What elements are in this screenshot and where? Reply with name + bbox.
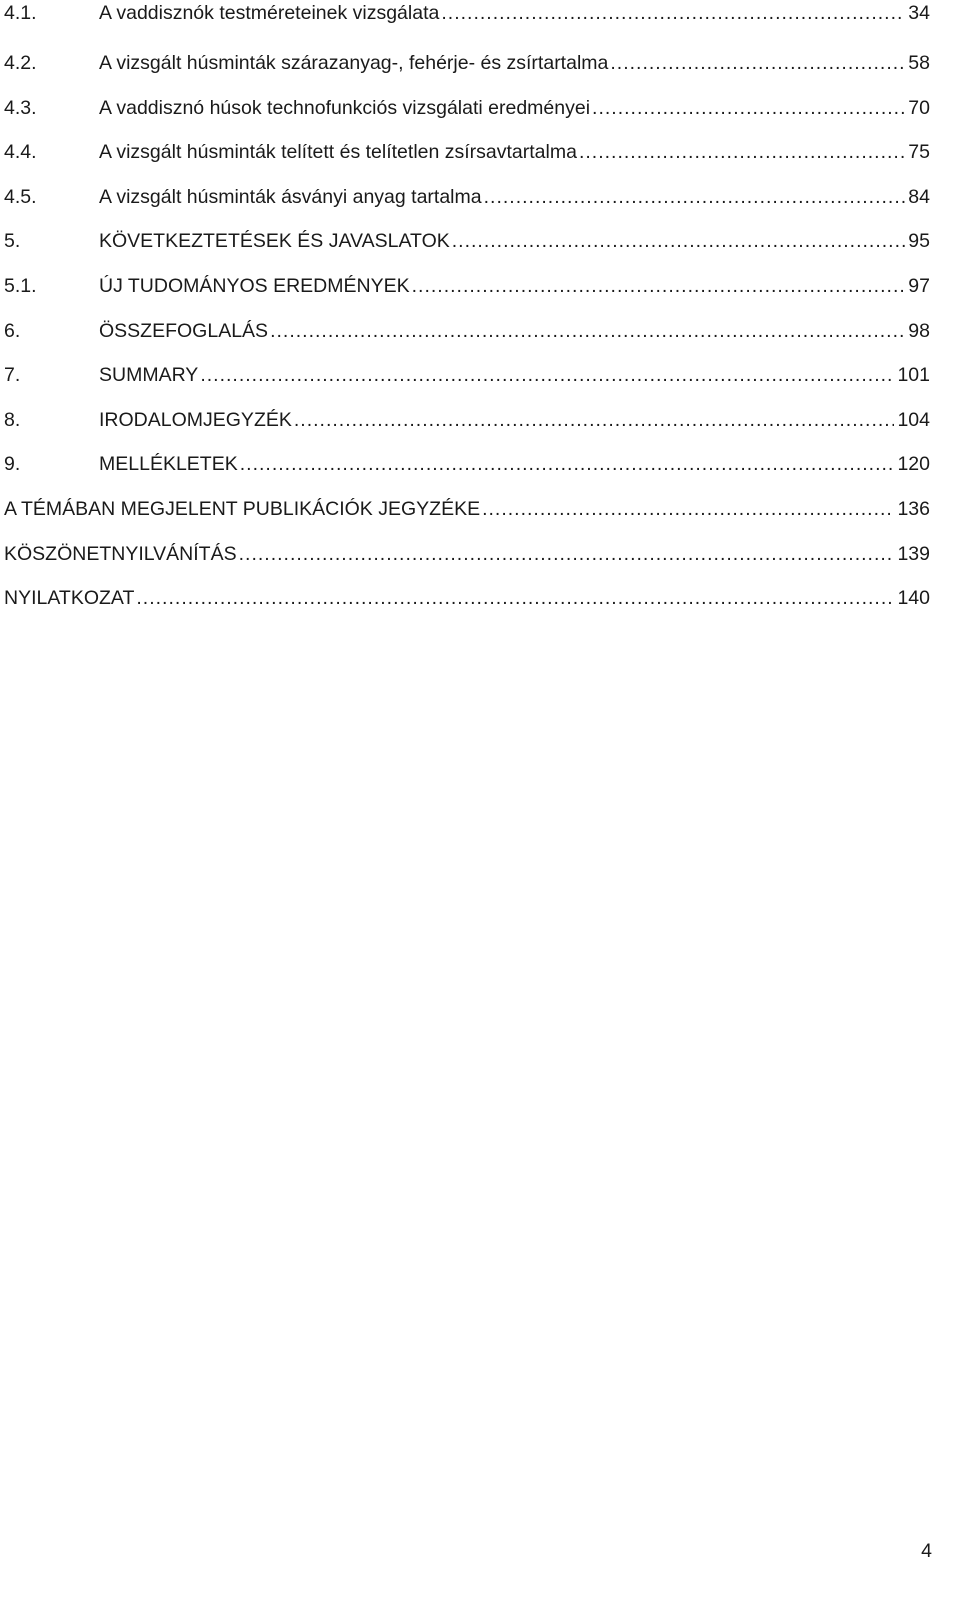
- toc-entry-page: 140: [897, 587, 930, 610]
- toc-entry-page: 97: [908, 274, 930, 297]
- toc-entry-page: 75: [908, 141, 930, 164]
- toc-entry-page: 98: [908, 319, 930, 342]
- dot-leader: [610, 41, 905, 86]
- toc-entry-publications[interactable]: [4, 487, 930, 532]
- toc-entry-5-1[interactable]: [4, 264, 930, 309]
- toc-entry-title: A vaddisznó húsok technofunkciós vizsgálati eredményei: [99, 96, 591, 119]
- toc-entry-page: 34: [908, 2, 930, 24]
- toc-entry-title: NYILATKOZAT: [4, 587, 135, 610]
- dot-leader: [452, 219, 906, 264]
- toc-entry-number: 9.: [4, 453, 21, 476]
- toc-entry-number: 4.4.: [4, 141, 37, 164]
- dot-leader: [484, 175, 906, 220]
- toc-entry-title: ÖSSZEFOGLALÁS: [99, 319, 269, 342]
- dot-leader: [412, 264, 906, 309]
- toc-entry-6[interactable]: [4, 309, 930, 354]
- toc-entry-page: 136: [897, 497, 930, 520]
- toc-entry-9[interactable]: [4, 442, 930, 487]
- toc-entry-page: 101: [897, 364, 930, 387]
- toc-entry-7[interactable]: [4, 353, 930, 398]
- toc-entry-acknowledgements[interactable]: [4, 532, 930, 577]
- toc-entry-title: SUMMARY: [99, 364, 199, 387]
- toc-entry-title: ÚJ TUDOMÁNYOS EREDMÉNYEK: [99, 274, 410, 297]
- toc-entry-page: 120: [897, 453, 930, 476]
- toc-entry-number: 7.: [4, 364, 21, 387]
- toc-entry-title: A TÉMÁBAN MEGJELENT PUBLIKÁCIÓK JEGYZÉKE: [4, 497, 481, 520]
- toc-entry-8[interactable]: [4, 398, 930, 443]
- toc-entry-4-2[interactable]: [4, 41, 930, 86]
- toc-entry-page: 58: [908, 52, 930, 74]
- page-number: 4: [921, 1540, 932, 1562]
- toc-entry-title: MELLÉKLETEK: [99, 453, 238, 476]
- dot-leader: [482, 487, 894, 532]
- dot-leader: [592, 86, 905, 131]
- toc-entry-number: 6.: [4, 319, 21, 342]
- dot-leader: [200, 353, 894, 398]
- toc-entry-number: 5.1.: [4, 274, 37, 297]
- toc-entry-number: 4.2.: [4, 52, 37, 74]
- dot-leader: [294, 398, 895, 443]
- toc-entry-4-5[interactable]: [4, 175, 930, 220]
- toc-entry-number: 8.: [4, 408, 21, 431]
- dot-leader: [579, 130, 905, 175]
- toc-entry-title: KÖVETKEZTETÉSEK ÉS JAVASLATOK: [99, 230, 450, 253]
- toc-entry-title: A vaddisznók testméreteinek vizsgálata: [99, 2, 440, 24]
- toc-entry-number: 4.5.: [4, 185, 37, 208]
- table-of-contents: [4, 0, 930, 621]
- toc-entry-title: IRODALOMJEGYZÉK: [99, 408, 292, 431]
- toc-entry-4-1[interactable]: [4, 0, 930, 41]
- toc-entry-4-3[interactable]: [4, 86, 930, 131]
- toc-entry-number: 4.3.: [4, 96, 37, 119]
- toc-entry-page: 139: [897, 542, 930, 565]
- toc-entry-number: 5.: [4, 230, 21, 253]
- toc-entry-page: 70: [908, 96, 930, 119]
- toc-entry-page: 95: [908, 230, 930, 253]
- dot-leader: [270, 309, 905, 354]
- dot-leader: [240, 442, 895, 487]
- toc-entry-5[interactable]: [4, 219, 930, 264]
- toc-entry-title: KÖSZÖNETNYILVÁNÍTÁS: [4, 542, 237, 565]
- toc-entry-number: 4.1.: [4, 2, 37, 24]
- toc-entry-page: 104: [897, 408, 930, 431]
- dot-leader: [136, 576, 894, 621]
- toc-entry-4-4[interactable]: [4, 130, 930, 175]
- dot-leader: [441, 0, 905, 26]
- toc-entry-title: A vizsgált húsminták szárazanyag-, fehérje- és zsírtartalma: [99, 52, 609, 74]
- toc-entry-title: A vizsgált húsminták ásványi anyag tartalma: [99, 185, 482, 208]
- dot-leader: [239, 532, 895, 577]
- toc-entry-title: A vizsgált húsminták telített és telítetlen zsírsavtartalma: [99, 141, 577, 164]
- toc-entry-declaration[interactable]: [4, 576, 930, 621]
- toc-entry-page: 84: [908, 185, 930, 208]
